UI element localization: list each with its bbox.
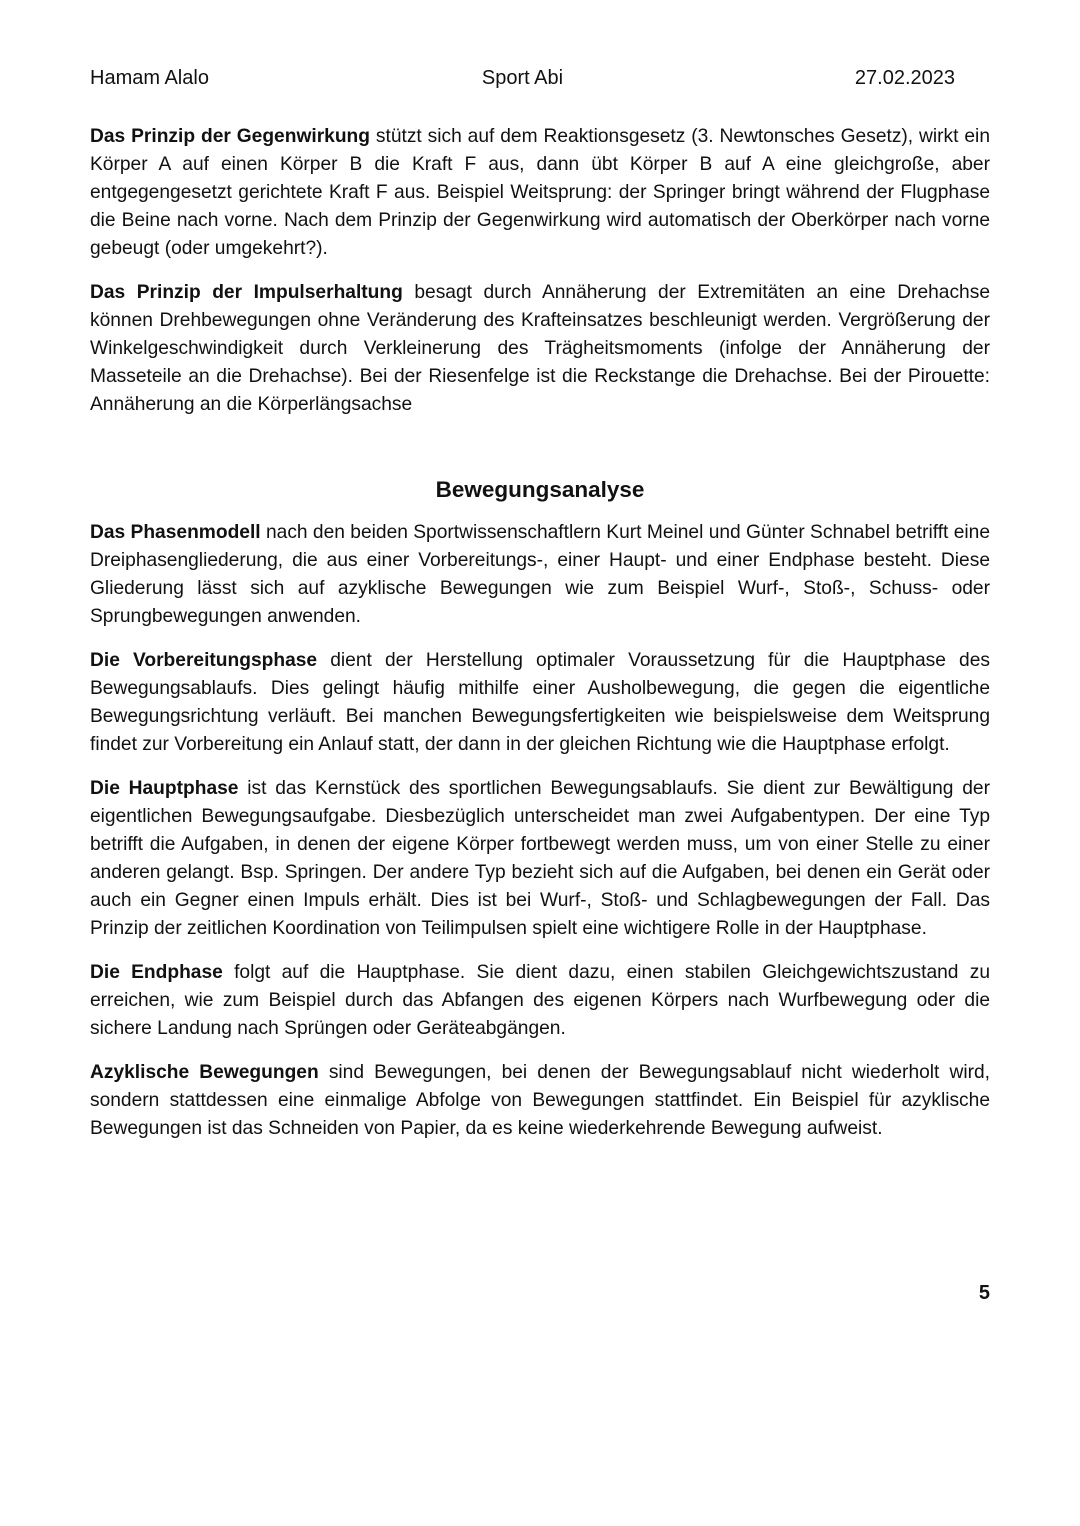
text-phasenmodell: nach den beiden Sportwissenschaftlern Kurt Meinel und Günter Schnabel betrifft eine Dreiphasengliederung, die aus einer Vorbereitungs-, einer Haupt- und einer Endphase besteht. Diese Gliederung lässt sich auf azyklische Bewegungen wie zum Beispiel Wurf-, Stoß-, Schuss- oder Sprungbewegungen anwenden.	[90, 522, 991, 627]
term-azyklische-bewegungen: Azyklische Bewegungen	[90, 1062, 319, 1083]
term-phasenmodell: Das Phasenmodell	[90, 522, 261, 543]
term-gegenwirkung: Das Prinzip der Gegenwirkung	[90, 126, 370, 147]
term-vorbereitungsphase: Die Vorbereitungsphase	[90, 650, 318, 671]
paragraph-hauptphase	[90, 775, 990, 943]
paragraph-phasenmodell	[90, 519, 990, 631]
text-endphase: folgt auf die Hauptphase. Sie dient dazu, einen stabilen Gleichgewichtszustand zu erreichen, wie zum Beispiel durch das Abfangen des eigenen Körpers nach Wurfbewegung oder die sichere Landung nach Sprüngen oder Geräteabgängen.	[90, 962, 990, 1039]
paragraph-azyklische-bewegungen	[90, 1059, 990, 1143]
text-gegenwirkung: stützt sich auf dem Reaktionsgesetz (3. Newtonsches Gesetz), wirkt ein Körper A auf einen Körper B die Kraft F aus, dann übt Körper B auf A eine gleichgroße, aber entgegengesetzt gerichtete Kraft F aus. Beispiel Weitsprung: der Springer bringt während der Flugphase die Beine nach vorne. Nach dem Prinzip der Gegenwirkung wird automatisch der Oberkörper nach vorne gebeugt (oder umgekehrt?).	[90, 126, 990, 259]
term-endphase: Die Endphase	[90, 962, 223, 983]
paragraph-vorbereitungsphase	[90, 647, 990, 759]
header-date: 27.02.2023	[854, 67, 955, 89]
section-spacer	[90, 435, 990, 475]
text-hauptphase: ist das Kernstück des sportlichen Bewegungsablaufs. Sie dient zur Bewältigung der eigentlichen Bewegungsaufgabe. Diesbezüglich unterscheidet man zwei Aufgabentypen. Der eine Typ betrifft die Aufgaben, in denen der eigene Körper fortbewegt werden muss, um von einer Stelle zu einer anderen gelangt. Bsp. Springen. Der andere Typ bezieht sich auf die Aufgaben, bei denen ein Gerät oder auch ein Gegner einen Impuls erhält. Dies ist bei Wurf-, Stoß- und Schlagbewegungen der Fall. Das Prinzip der zeitlichen Koordination von Teilimpulsen spielt eine wichtigere Rolle in der Hauptphase.	[90, 778, 990, 939]
header-subject: Sport Abi	[481, 67, 564, 89]
page-header	[90, 64, 955, 92]
text-impulserhaltung: besagt durch Annäherung der Extremitäten an eine Drehachse können Drehbewegungen ohne Veränderung des Krafteinsatzes beschleunigt werden. Vergrößerung der Winkelgeschwindigkeit durch Verkleinerung des Trägheitsmoments (infolge der Annäherung der Masseteile an die Drehachse). Bei der Riesenfelge ist die Reckstange die Drehachse. Bei der Pirouette: Annäherung an die Körperlängsachse	[90, 282, 990, 415]
page-number: 5	[978, 1282, 990, 1304]
text-azyklische-bewegungen: sind Bewegungen, bei denen der Bewegungsablauf nicht wiederholt wird, sondern stattdessen eine einmalige Abfolge von Bewegungen stattfindet. Ein Beispiel für azyklische Bewegungen ist das Schneiden von Papier, da es keine wiederkehrende Bewegung aufweist.	[90, 1062, 990, 1139]
page-content	[90, 123, 990, 1159]
term-impulserhaltung: Das Prinzip der Impulserhaltung	[90, 282, 403, 303]
paragraph-endphase	[90, 959, 990, 1043]
term-hauptphase: Die Hauptphase	[90, 778, 239, 799]
section-heading: Bewegungsanalyse	[435, 477, 645, 502]
paragraph-gegenwirkung	[90, 123, 990, 263]
header-author: Hamam Alalo	[90, 67, 209, 89]
paragraph-impulserhaltung	[90, 279, 990, 419]
text-vorbereitungsphase: dient der Herstellung optimaler Voraussetzung für die Hauptphase des Bewegungsablaufs. Dies gelingt häufig mithilfe einer Ausholbewegung, die gegen die eigentliche Bewegungsrichtung verläuft. Bei manchen Bewegungsfertigkeiten wie beispielsweise dem Weitsprung findet zur Vorbereitung ein Anlauf statt, der dann in der gleichen Richtung wie die Hauptphase erfolgt.	[90, 650, 990, 755]
